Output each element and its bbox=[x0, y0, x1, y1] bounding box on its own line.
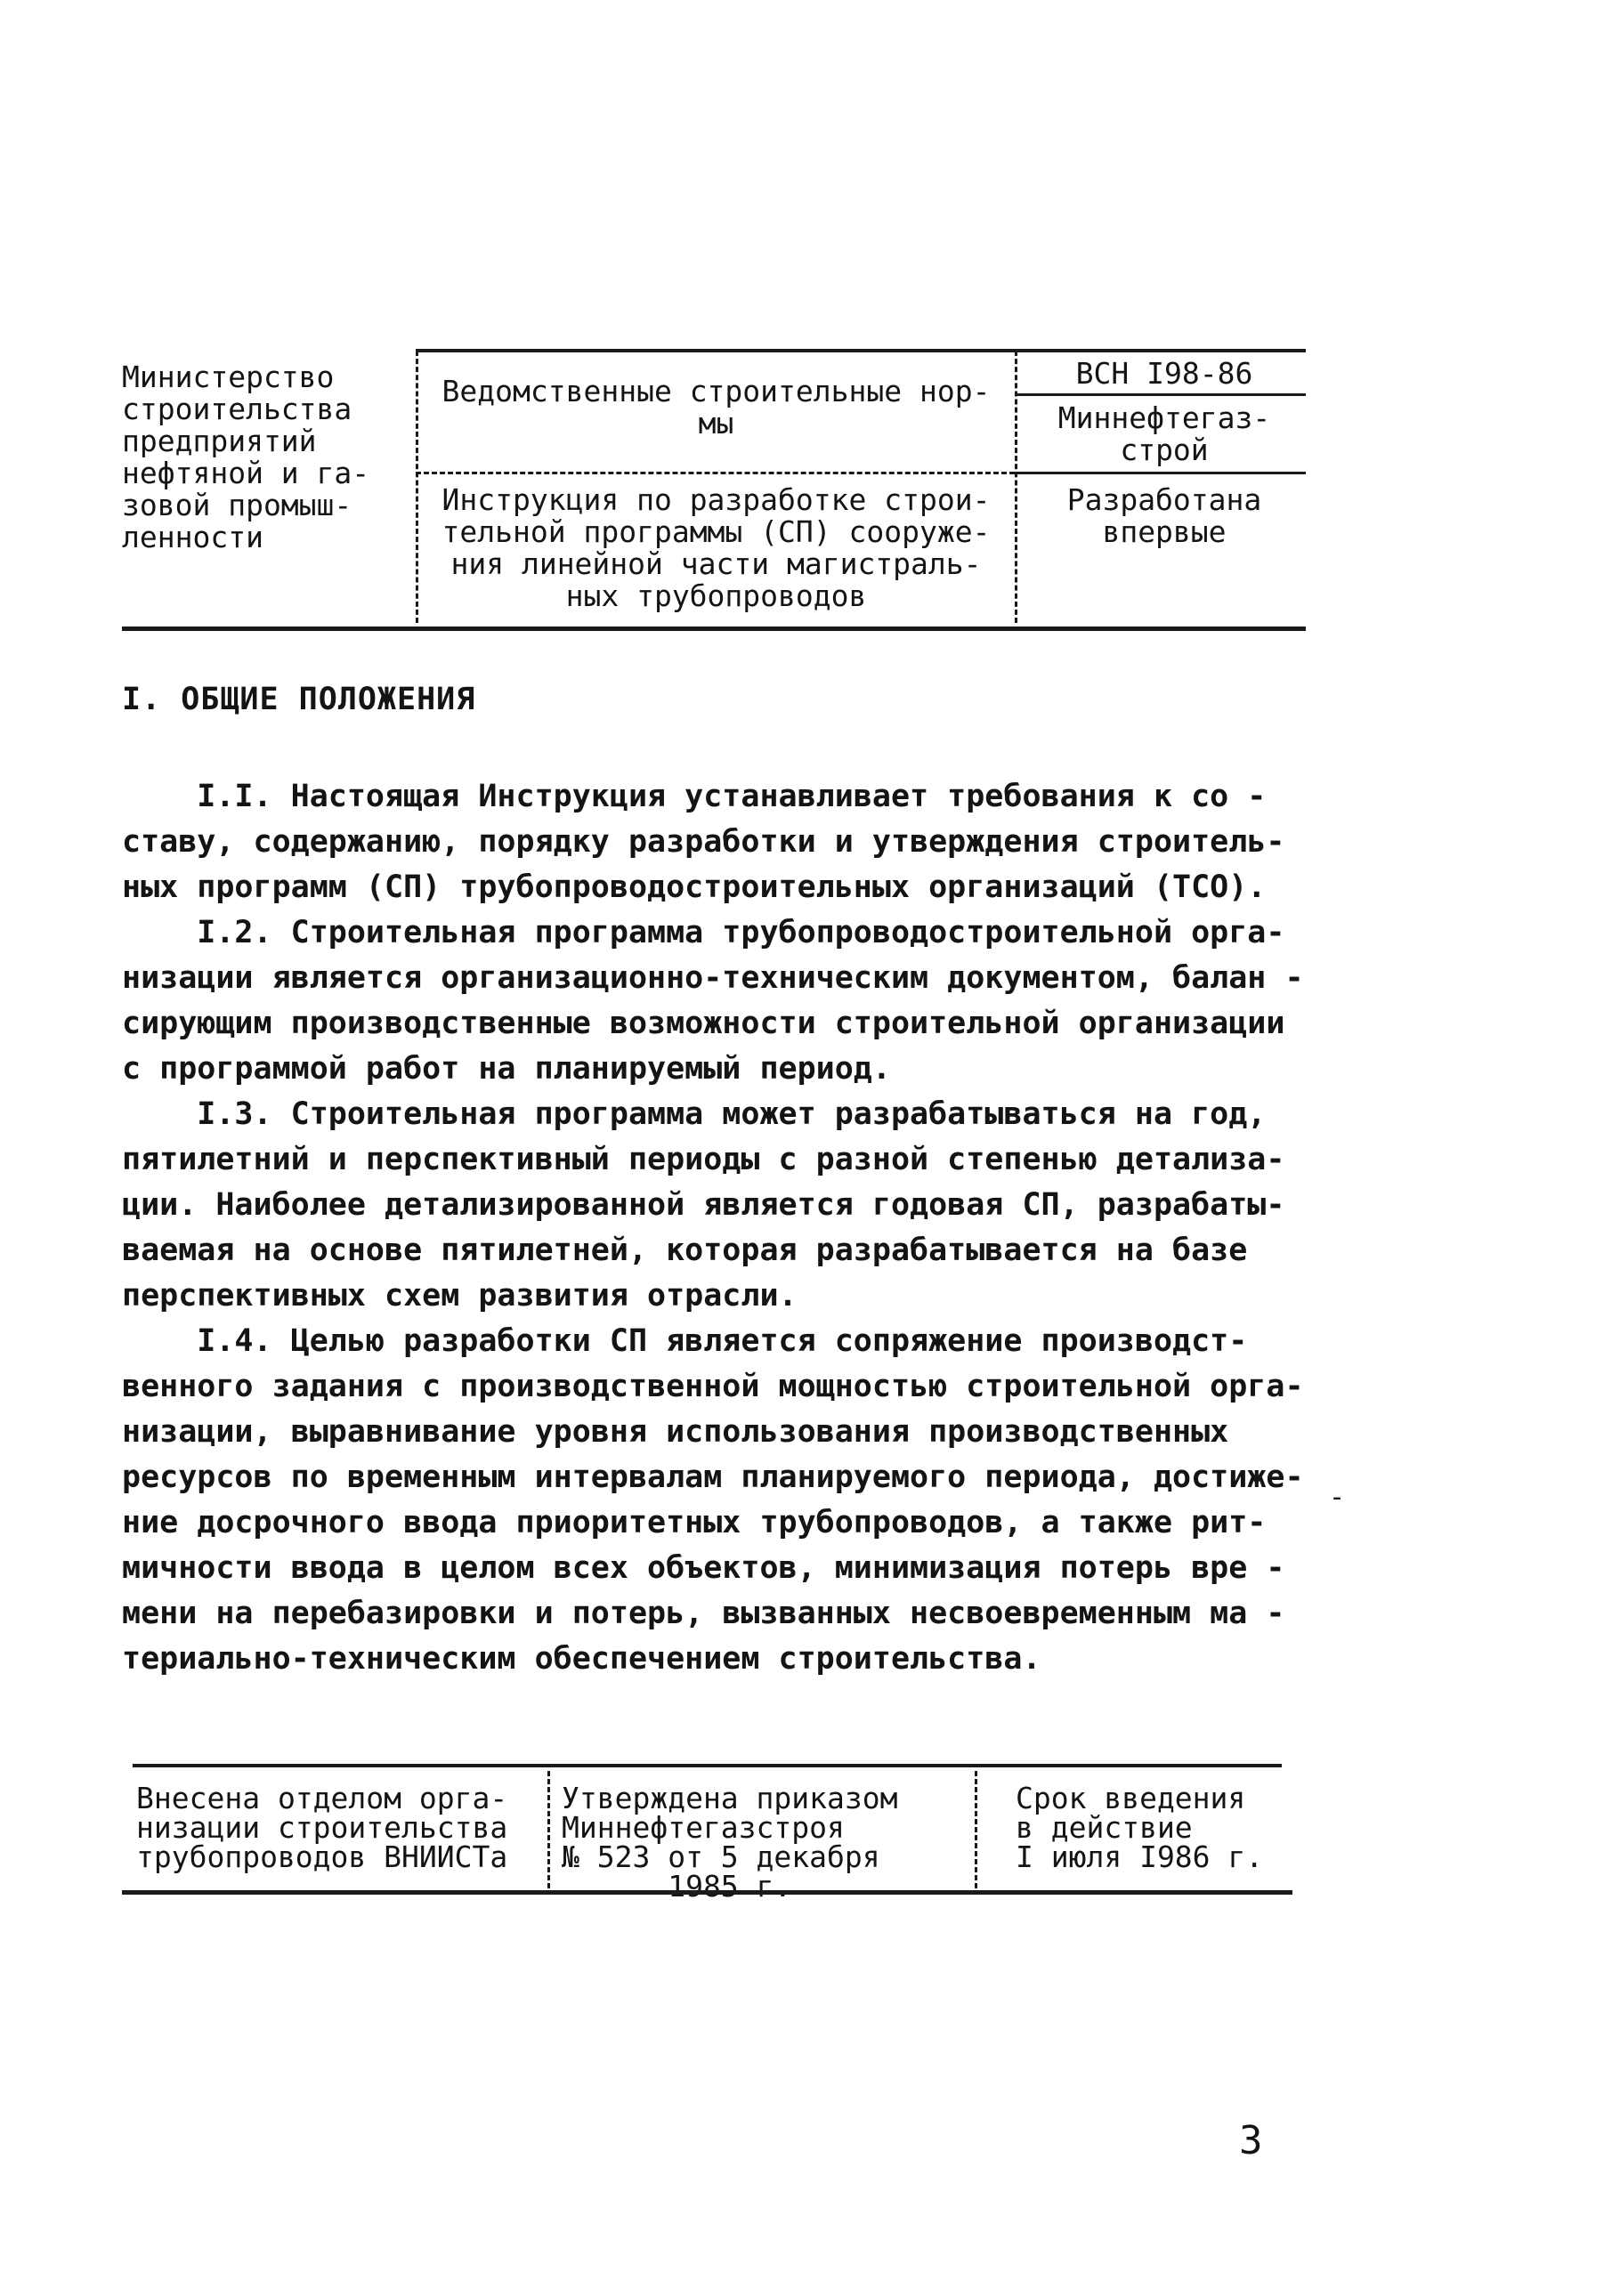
document-type: Ведомственные строительные нор- мы bbox=[441, 374, 991, 441]
paragraph-1-3: I.3. Строительная программа может разрабатываться на год, пятилетний и перспективный периоды с разной степенью детализа- ции. Наиболее детализированной является годовая СП, разрабаты- ваемая на основе пятилетней, которая разрабатывается на базе перспективных схем развития отрасли. bbox=[122, 1096, 1285, 1314]
footer-column-divider bbox=[975, 1771, 977, 1888]
header-bottom-rule bbox=[122, 627, 1306, 631]
effective-date: Срок введения в действие I июля I986 г. bbox=[1016, 1781, 1264, 1874]
ministry-name: Министерство строительства предприятий нефтяной и га- зовой промыш- ленности bbox=[122, 360, 370, 554]
footer-table bbox=[122, 1764, 1292, 1904]
page-number: 3 bbox=[1239, 2118, 1263, 2163]
document-status: Разработана впервые bbox=[1066, 482, 1262, 549]
header-table bbox=[122, 349, 1306, 634]
document-title: Инструкция по разработке строи- тельной программы (СП) сооруже- ния линейной части магистраль- ных трубопроводов bbox=[441, 482, 991, 613]
footer-top-rule bbox=[133, 1764, 1282, 1767]
section-title: I. ОБЩИЕ ПОЛОЖЕНИЯ bbox=[122, 682, 476, 717]
paragraph-1-1: I.I. Настоящая Инструкция устанавливает требования к со - ставу, содержанию, порядку разработки и утверждения строитель- ных программ (СП) трубопроводостроительных организаций (ТСО). bbox=[122, 779, 1285, 905]
footer-column-divider bbox=[547, 1771, 550, 1888]
header-row-divider bbox=[1015, 472, 1306, 474]
margin-mark: - bbox=[1329, 1482, 1346, 1513]
document-code: ВСН I98-86 bbox=[1075, 356, 1253, 391]
submitted-by: Внесена отделом орга- низации строительства трубопроводов ВНИИСТа bbox=[136, 1781, 508, 1874]
header-top-rule bbox=[416, 349, 1306, 352]
issuing-organization: Миннефтегаз- строй bbox=[1057, 400, 1271, 467]
doc-code-underline bbox=[1015, 393, 1306, 396]
paragraph-1-2: I.2. Строительная программа трубопроводостроительной орга- низации является организационно-техническим документом, балан - сирующим производственные возможности строительной организации с программой работ на планируемый период. bbox=[122, 915, 1304, 1087]
header-row-divider bbox=[416, 472, 1015, 474]
header-column-divider bbox=[416, 351, 418, 623]
header-column-divider bbox=[1015, 351, 1017, 623]
paragraph-1-4: I.4. Целью разработки СП является сопряжение производст- венного задания с производственной мощностью строительной орга- низации, выравнивание уровня использования производственных ресурсов по временным интервалам планируемого периода, достиже- ние досрочного ввода приоритетных трубопроводов, а также рит- мичности ввода в целом всех объектов, минимизация потерь вре - мени на перебазировки и потерь, вызванных несвоевременным ма - териально-техническим обеспечением строительства. bbox=[122, 1323, 1304, 1677]
approved-by: Утверждена приказом Миннефтегазстроя № 523 от 5 декабря 1985 г. bbox=[562, 1781, 898, 1904]
footer-bottom-rule bbox=[122, 1890, 1292, 1895]
